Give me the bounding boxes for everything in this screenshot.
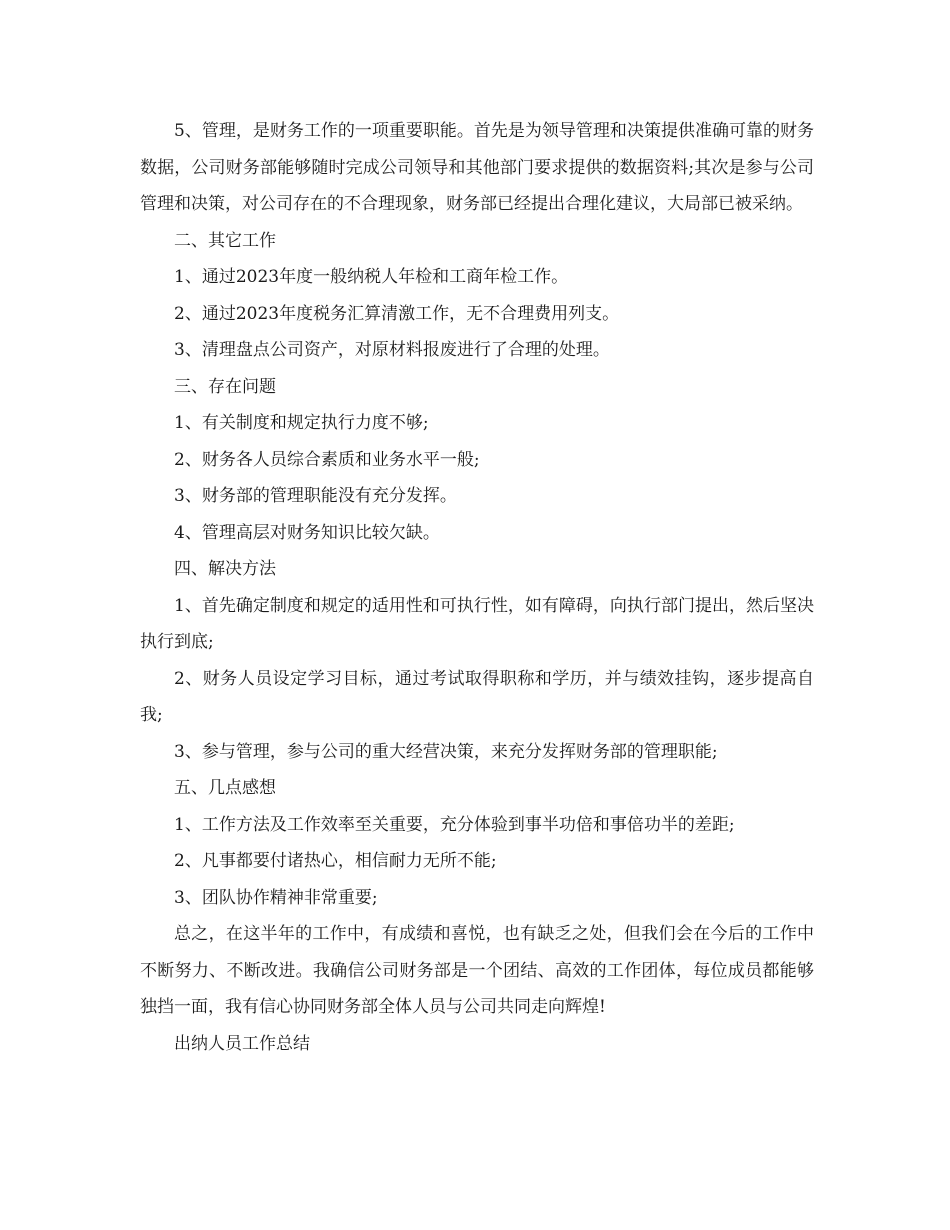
list-item: 3、清理盘点公司资产，对原材料报废进行了合理的处理。: [174, 340, 610, 360]
list-item: 1、工作方法及工作效率至关重要，充分体验到事半功倍和事倍功半的差距;: [174, 814, 735, 835]
list-item: 1、首先确定制度和规定的适用性和可执行性，如有障碍，向执行部门提出，然后坚决执行到底;: [140, 595, 814, 652]
list-item: 2、财务人员设定学习目标，通过考试取得职称和学历，并与绩效挂钩，逐步提高自我;: [140, 668, 814, 725]
paragraph-management-duty: 5、管理，是财务工作的一项重要职能。首先是为领导管理和决策提供准确可靠的财务数据，公司财务部能够随时完成公司领导和其他部门要求提供的数据资料;其次是参与公司管理和决策，对公司存在的不合理现象，财务部已经提出合理化建议，大局部已被采纳。: [140, 121, 814, 214]
list-item: 3、参与管理，参与公司的重大经营决策，来充分发挥财务部的管理职能;: [174, 741, 718, 762]
list-item: 1、通过2023年度一般纳税人年检和工商年检工作。: [174, 267, 569, 287]
heading-other-work: 二、其它工作: [174, 230, 276, 251]
heading-cashier-summary: 出纳人员工作总结: [174, 1033, 310, 1054]
list-item: 1、有关制度和规定执行力度不够;: [174, 413, 429, 433]
list-item: 3、团队协作精神非常重要;: [174, 887, 378, 908]
list-item: 3、财务部的管理职能没有充分发挥。: [174, 486, 457, 506]
heading-solutions: 四、解决方法: [174, 559, 276, 579]
document-body: [140, 113, 814, 1062]
heading-reflections: 五、几点感想: [174, 778, 276, 798]
paragraph-conclusion: 总之，在这半年的工作中，有成绩和喜悦，也有缺乏之处，但我们会在今后的工作中不断努力、不断改进。我确信公司财务部是一个团结、高效的工作团体，每位成员都能够独挡一面，我有信心协同财务部全体人员与公司共同走向辉煌!: [140, 924, 814, 1017]
list-item: 2、凡事都要付诸热心，相信耐力无所不能;: [174, 851, 497, 871]
heading-existing-problems: 三、存在问题: [174, 376, 276, 397]
list-item: 4、管理高层对财务知识比较欠缺。: [174, 522, 440, 543]
list-item: 2、财务各人员综合素质和业务水平一般;: [174, 449, 480, 470]
list-item: 2、通过2023年度税务汇算清激工作，无不合理费用列支。: [174, 303, 620, 324]
